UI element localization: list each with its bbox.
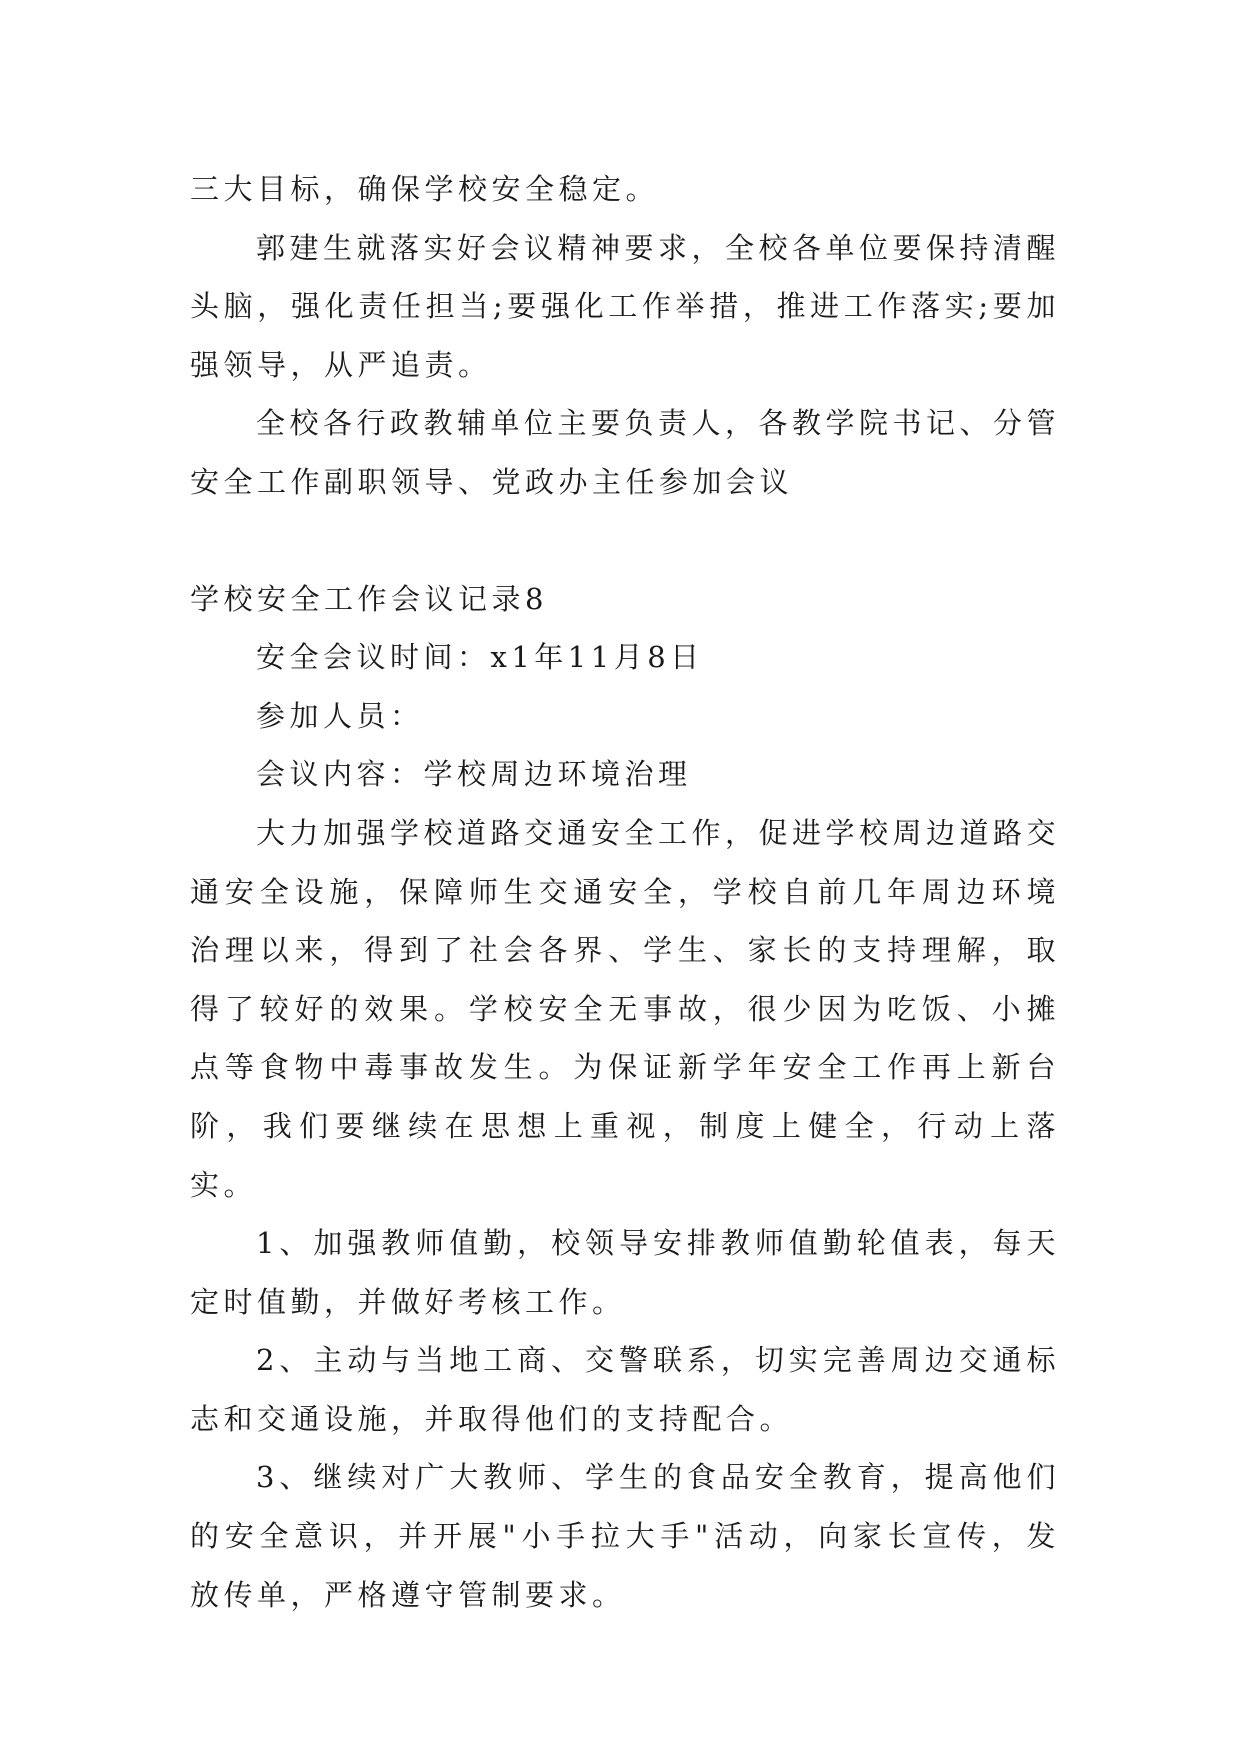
meeting-content: 会议内容：学校周边环境治理: [256, 757, 692, 792]
paragraph-continuation: 三大目标，确保学校安全稳定。: [190, 172, 660, 206]
meeting-time: 安全会议时间：x1年11月8日: [256, 640, 704, 675]
document-content: [190, 160, 1060, 1624]
body-item-2: 2、主动与当地工商、交警联系，切实完善周边交通标志和交通设施，并取得他们的支持配合。: [190, 1343, 1060, 1436]
body-paragraph-intro: 大力加强学校道路交通安全工作，促进学校周边道路交通安全设施，保障师生交通安全，学校自前几年周边环境治理以来，得到了社会各界、学生、家长的支持理解，取得了较好的效果。学校安全无事故，很少因为吃饭、小摊点等食物中毒事故发生。为保证新学年安全工作再上新台阶，我们要继续在思想上重视，制度上健全，行动上落实。: [190, 815, 1061, 1202]
section-title: 学校安全工作会议记录8: [190, 581, 548, 616]
body-item-3: 3、继续对广大教师、学生的食品安全教育，提高他们的安全意识，并开展"小手拉大手"活动，向家长宣传，发放传单，严格遵守管制要求。: [190, 1460, 1060, 1612]
paragraph-attendance: 全校各行政教辅单位主要负责人，各教学院书记、分管安全工作副职领导、党政办主任参加会议: [190, 406, 1061, 499]
paragraph-requirements: 郭建生就落实好会议精神要求，全校各单位要保持清醒头脑，强化责任担当;要强化工作举措，推进工作落实;要加强领导，从严追责。: [190, 230, 1061, 382]
meeting-attendees: 参加人员：: [256, 698, 424, 733]
body-item-1: 1、加强教师值勤，校领导安排教师值勤轮值表，每天定时值勤，并做好考核工作。: [190, 1226, 1060, 1319]
